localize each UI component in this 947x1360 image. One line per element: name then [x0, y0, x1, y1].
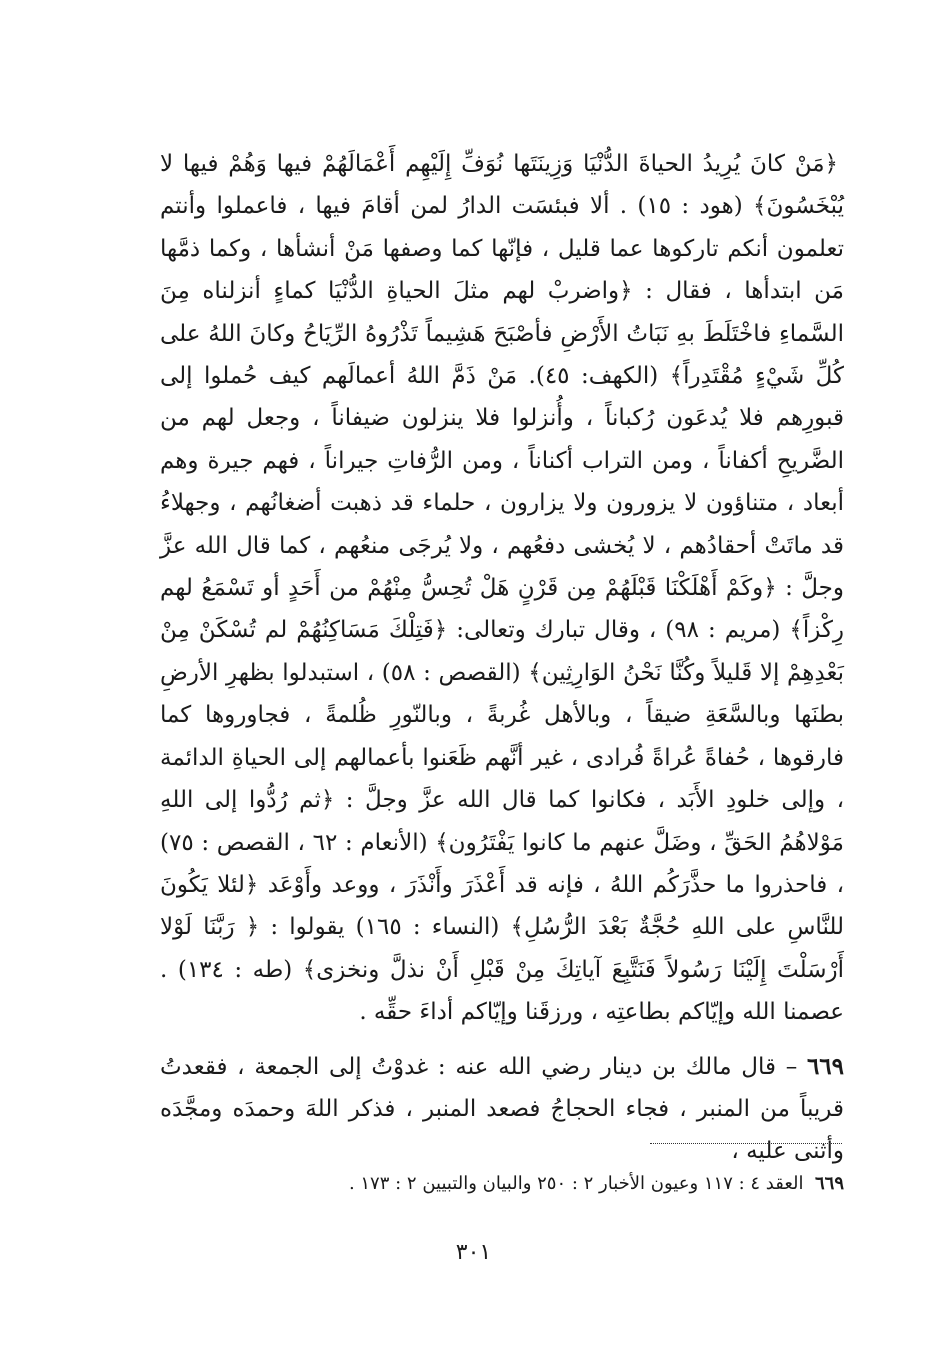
body-paragraph: ﴿مَنْ كانَ يُرِيدُ الحياةَ الدُّنْيَا وَزِينَتَها نُوَفِّ إِلَيْهِم أَعْمَالَهُمْ فيها وَهُمْ فيها لا يُبْخَسُونَ﴾ (هود : ١٥) . ألا فبئسَت الدارُ لمن أقامَ فيها ، فاعملوا وأنتم تعلمون أنكم تاركوها عما قليل ، فإنّها كما وصفها مَنْ أنشأها ، وكما ذمَّها مَن ابتدأها ، فقال : ﴿واضربْ لهم مثلَ الحياةِ الدُّنْيَا كماءٍ أنزلناه مِنَ السَّماءِ فاخْتَلَطَ بهِ نَبَاتُ الأَرْضِ فأصْبَحَ هَشِيماً تَذْرُوهُ الرِّيَاحُ وكانَ اللهُ على كُلِّ شَيْءٍ مُقْتَدِراً﴾ (الكهف: ٤٥). مَنْ ذَمَّ اللهُ أعمالَهم كيف حُملوا إلى قبورِهم فلا يُدعَون رُكباناً ، وأُنزلوا فلا ينزلون ضيفاناً ، وجعل لهم من الضَّريحِ أكفاناً ، ومن التراب أكناناً ، ومن الرُّفاتِ جيراناً ، فهم جيرة وهم أبعاد ، متناؤون لا يزورون ولا يزارون ، حلماء قد ذهبت أضغانُهم ، وجهلاءُ قد ماتَتْ أحقادُهم ، لا يُخشى دفعُهم ، ولا يُرجَى منعُهم ، كما قال الله عزَّ وجلَّ : ﴿وكَمْ أَهْلَكْنَا قَبْلَهُمْ مِن قَرْنٍ هَلْ تُحِسُّ مِنْهُمْ من أَحَدٍ أو تَسْمَعُ لهم رِكْزاً﴾ (مريم : ٩٨) ، وقال تبارك وتعالى: ﴿فَتِلْكَ مَسَاكِنُهُمْ لم تُسْكَنْ مِنْ بَعْدِهِمْ إلا قَليلاً وكُنَّا نَحْنُ الوَارِثِين﴾ (القصص : ٥٨) ، استبدلوا بظهرِ الأرضِ بطنَها وبالسَّعَةِ ضيقاً ، وبالأهل غُربةً ، وبالنّورِ ظُلمةً ، فجاوروها كما فارقوها ، حُفاةً عُراةً فُرادى ، غير أنَّهم ظَعَنوا بأعمالهم إلى الحياةِ الدائمة ، وإلى خلودِ الأَبَد ، فكانوا كما قال الله عزَّ وجلَّ : ﴿ثم رُدُّوا إلى اللهِ مَوْلاهُمُ الحَقِّ ، وضَلَّ عنهم ما كانوا يَفْتَرُون﴾ (الأنعام : ٦٢ ، القصص : ٧٥) ، فاحذروا ما حذَّرَكُم اللهُ ، فإنه قد أَعْذَرَ وأَنْذَرَ ، ووعد وأَوْعَد ﴿لئلا يَكُونَ للنَّاسِ على اللهِ حُجَّةٌ بَعْدَ الرُّسُلِ﴾ (النساء : ١٦٥) يقولوا : ﴿ رَبَّنَا لَوْلا أَرْسَلْتَ إِلَيْنَا رَسُولاً فَنَتَّبِعَ آياتِكَ مِنْ قَبْلِ أَنْ نذلَّ ونخزى﴾ (طه : ١٣٤) . عصمنا الله وإيّاكم بطاعتِه ، ورزقَنا وإيّاكم أداءَ حقِّه . — [160, 151, 845, 1026]
footnote-separator — [650, 1143, 842, 1144]
footnote-text: العقد ٤ : ١١٧ وعيون الأخبار ٢ : ٢٥٠ والبيان والتبيين ٢ : ١٧٣ . — [348, 1173, 804, 1194]
main-text-block — [160, 143, 844, 1173]
footnote — [160, 1170, 844, 1198]
story-number: ٦٦٩ — [806, 1052, 844, 1080]
story-dash: – — [775, 1053, 807, 1080]
footnote-number: ٦٦٩ — [814, 1173, 844, 1194]
story-paragraph — [160, 1046, 844, 1173]
story-text: قال مالك بن دينار رضي الله عنه : غدوْتُ إلى الجمعة ، فقعدتُ قريباً من المنبر ، فجاء الحجاجُ فصعد المنبر ، فذكر اللهَ وحمدَه ومجَّدَه وأثنى عليه ، — [160, 1053, 844, 1165]
page-number: ٣٠١ — [455, 1240, 492, 1265]
